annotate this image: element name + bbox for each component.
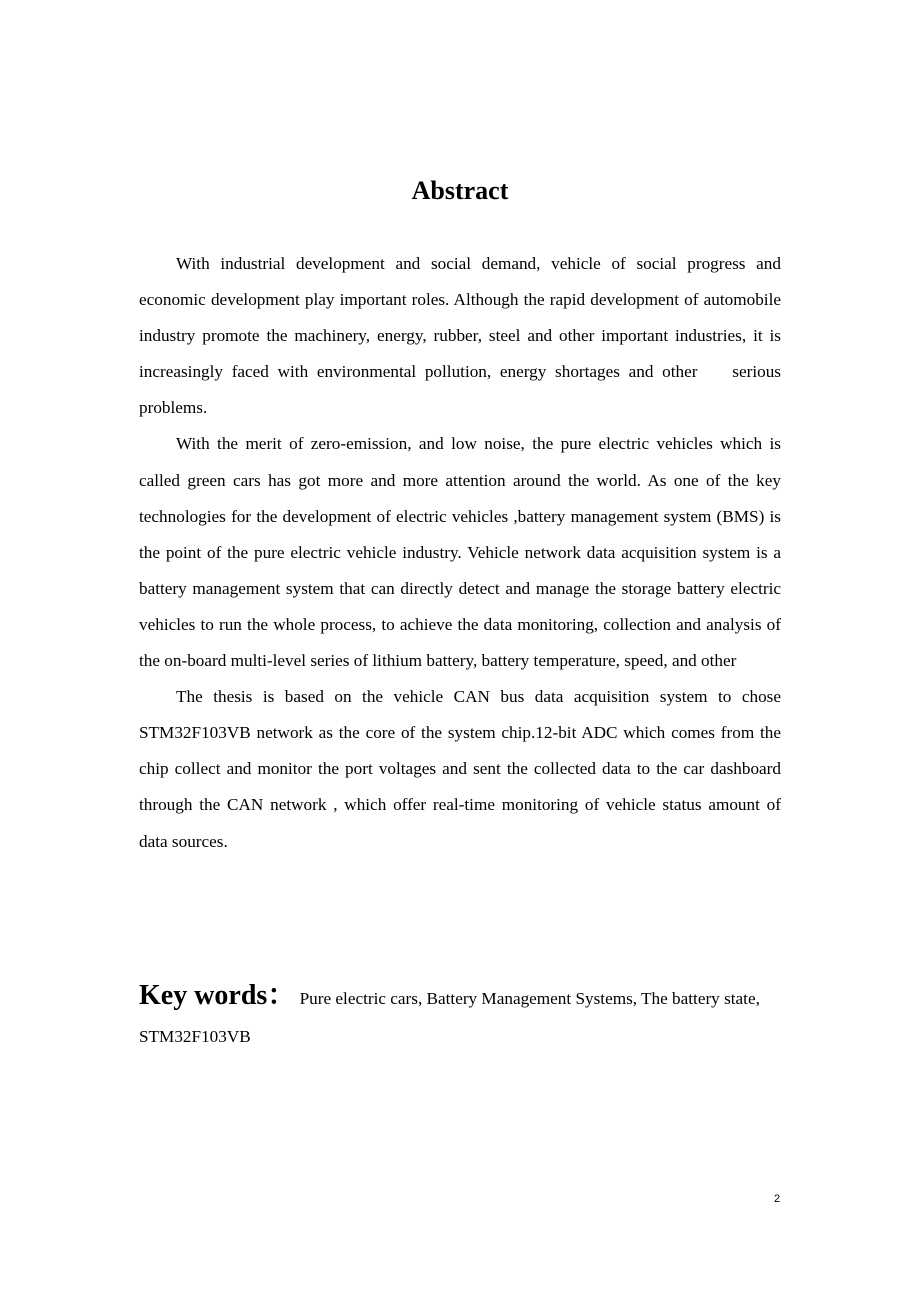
keywords-label: Key words：	[139, 980, 296, 1011]
abstract-paragraph-2: With the merit of zero-emission, and low noise, the pure electric vehicles which is called green cars has got more and more attention around the world. As one of the key technologies for the development of electric vehicles ,battery management system (BMS) is the point of the pure electric vehicle industry. Vehicle network data acquisition system is a battery management system that can directly detect and manage the storage battery electric vehicles to run the whole process, to achieve the data monitoring, collection and analysis of the on-board multi-level series of lithium battery, battery temperature, speed, and other	[139, 434, 781, 671]
keywords-line	[139, 974, 789, 1021]
page-number: 2	[773, 1193, 781, 1205]
abstract-paragraph-1: With industrial development and social demand, vehicle of social progress and economic development play important roles. Although the rapid development of automobile industry promote the machinery, energy, rubber, steel and other important industries, it is increasingly faced with environmental pollution, energy shortages and other serious problems.	[139, 254, 781, 418]
keywords-list-continued: STM32F103VB	[139, 1027, 251, 1046]
abstract-paragraph-3: The thesis is based on the vehicle CAN bus data acquisition system to chose STM32F103VB network as the core of the system chip.12-bit ADC which comes from the chip collect and monitor the port voltages and sent the collected data to the car dashboard through the CAN network , which offer real-time monitoring of vehicle status amount of data sources.	[139, 687, 781, 851]
keywords-list: Pure electric cars, Battery Management Systems, The battery state,	[299, 989, 760, 1008]
abstract-body	[139, 246, 781, 860]
page-title: Abstract	[411, 176, 509, 205]
